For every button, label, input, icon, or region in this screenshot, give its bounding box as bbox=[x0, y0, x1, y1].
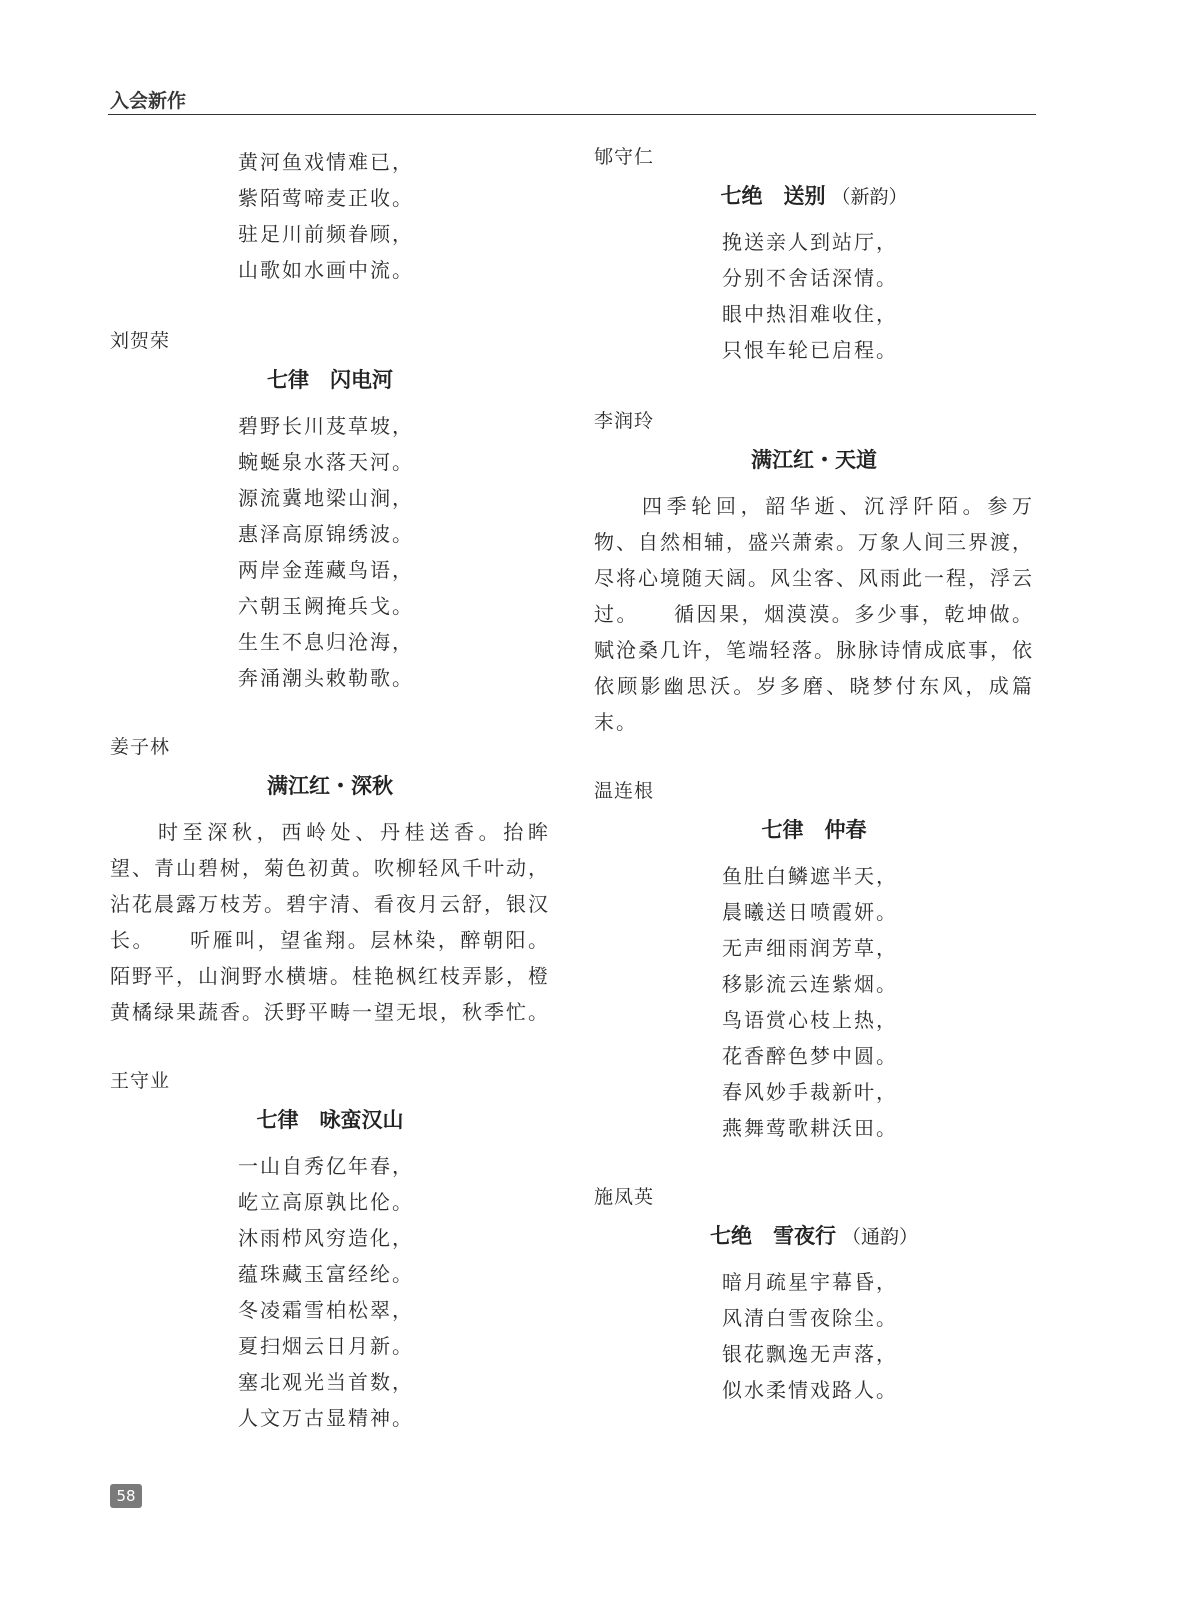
poem-line: 奔涌潮头敕勒歌。 bbox=[238, 666, 414, 690]
rhyme-note: （新韵） bbox=[831, 186, 908, 208]
page-header bbox=[108, 84, 1036, 115]
poem-line: 风清白雪夜除尘。 bbox=[722, 1306, 898, 1330]
poem-body bbox=[594, 858, 1034, 1146]
poem-line: 蕴珠藏玉富经纶。 bbox=[238, 1262, 414, 1286]
continued-poem bbox=[110, 144, 550, 288]
poem-line: 两岸金莲藏鸟语， bbox=[238, 558, 414, 582]
right-column bbox=[594, 140, 1034, 1408]
author-name: 李润玲 bbox=[594, 410, 655, 432]
poem-line: 生生不息归沧海， bbox=[238, 630, 414, 654]
poem-title-text: 七律 闪电河 bbox=[267, 368, 393, 392]
poem-line: 眼中热泪难收住， bbox=[722, 302, 898, 326]
page-number: 58 bbox=[110, 1484, 142, 1508]
poem-line: 六朝玉阙掩兵戈。 bbox=[238, 594, 414, 618]
poem-line: 屹立高原孰比伦。 bbox=[238, 1190, 414, 1214]
poem-wangshouye bbox=[110, 1064, 550, 1436]
poem-line: 蜿蜒泉水落天河。 bbox=[238, 450, 414, 474]
poem-title bbox=[110, 764, 550, 808]
poem-line: 紫陌莺啼麦正收。 bbox=[238, 186, 414, 210]
poem-title-text: 满江红・天道 bbox=[751, 448, 877, 472]
poem-line: 山歌如水画中流。 bbox=[238, 258, 414, 282]
poem-line: 春风妙手裁新叶， bbox=[722, 1080, 898, 1104]
poem-line: 鱼肚白鳞遮半天， bbox=[722, 864, 898, 888]
poem-title bbox=[594, 174, 1034, 218]
poem-line: 晨曦送日喷霞妍。 bbox=[722, 900, 898, 924]
poem-line: 驻足川前频眷顾， bbox=[238, 222, 414, 246]
left-column bbox=[110, 140, 550, 1436]
poem-line: 无声细雨润芳草， bbox=[722, 936, 898, 960]
poem-body bbox=[594, 224, 1034, 368]
author-name: 郇守仁 bbox=[594, 146, 655, 168]
poem-line: 挽送亲人到站厅， bbox=[722, 230, 898, 254]
section-title: 入会新作 bbox=[110, 90, 187, 112]
poem-line: 鸟语赏心枝上热， bbox=[722, 1008, 898, 1032]
poem-line: 沐雨栉风穷造化， bbox=[238, 1226, 414, 1250]
poem-line: 塞北观光当首数， bbox=[238, 1370, 414, 1394]
poem-line: 暗月疏星宇幕昏， bbox=[722, 1270, 898, 1294]
poem-title bbox=[594, 438, 1034, 482]
poem-line: 源流冀地梁山涧， bbox=[238, 486, 414, 510]
poem-title-text: 满江红・深秋 bbox=[267, 774, 393, 798]
poem-title bbox=[594, 808, 1034, 852]
poem-line: 似水柔情戏路人。 bbox=[722, 1378, 898, 1402]
ci-body: 时至深秋，西岭处、丹桂送香。抬眸望、青山碧树，菊色初黄。吹柳轻风千叶动，沾花晨露万枝芳。碧宇清、看夜月云舒，银汉长。 听雁叫，望雀翔。层林染，醉朝阳。陌野平，山涧野水横塘。桂艳枫红枝弄影，橙黄橘绿果蔬香。沃野平畴一望无垠，秋季忙。 bbox=[110, 820, 550, 1024]
poem-wenliangen bbox=[594, 774, 1034, 1146]
poem-title bbox=[594, 1214, 1034, 1258]
poem-line: 惠泽高原锦绣波。 bbox=[238, 522, 414, 546]
author-name: 王守业 bbox=[110, 1070, 171, 1092]
poem-title-text: 七绝 雪夜行 bbox=[709, 1224, 836, 1248]
poem-body bbox=[110, 408, 550, 696]
poem-line: 只恨车轮已启程。 bbox=[722, 338, 898, 362]
poem-lirunling bbox=[594, 404, 1034, 740]
poem-title-text: 七绝 送别 bbox=[720, 184, 826, 208]
poem-liuherong bbox=[110, 324, 550, 696]
author-name: 温连根 bbox=[594, 780, 655, 802]
poem-line: 银花飘逸无声落， bbox=[722, 1342, 898, 1366]
poem-title bbox=[110, 1098, 550, 1142]
author-name: 刘贺荣 bbox=[110, 330, 171, 352]
poem-line: 冬凌霜雪柏松翠， bbox=[238, 1298, 414, 1322]
poem-title-text: 七律 咏蛮汉山 bbox=[256, 1108, 404, 1132]
poem-line: 夏扫烟云日月新。 bbox=[238, 1334, 414, 1358]
poem-title-text: 七律 仲春 bbox=[761, 818, 867, 842]
poem-body bbox=[594, 1264, 1034, 1408]
poem-title bbox=[110, 358, 550, 402]
poem-line: 燕舞莺歌耕沃田。 bbox=[722, 1116, 898, 1140]
poem-jiangzilin bbox=[110, 730, 550, 1030]
poem-xunshouren bbox=[594, 140, 1034, 368]
rhyme-note: （通韵） bbox=[841, 1226, 918, 1248]
author-name: 姜子林 bbox=[110, 736, 171, 758]
poem-line: 移影流云连紫烟。 bbox=[722, 972, 898, 996]
author-name: 施凤英 bbox=[594, 1186, 655, 1208]
poem-line: 碧野长川芨草坡， bbox=[238, 414, 414, 438]
poem-line: 一山自秀亿年春， bbox=[238, 1154, 414, 1178]
poem-shifengying bbox=[594, 1180, 1034, 1408]
poem-body bbox=[110, 1148, 550, 1436]
poem-line: 黄河鱼戏情难已， bbox=[238, 150, 414, 174]
ci-body: 四季轮回，韶华逝、沉浮阡陌。参万物、自然相辅，盛兴萧索。万象人间三界渡，尽将心境随天阔。风尘客、风雨此一程，浮云过。 循因果，烟漠漠。多少事，乾坤做。赋沧桑几许，笔端轻落。脉脉诗情成底事，依依顾影幽思沃。岁多磨、晓梦付东风，成篇末。 bbox=[594, 494, 1034, 734]
poem-line: 花香醉色梦中圆。 bbox=[722, 1044, 898, 1068]
poem-line: 人文万古显精神。 bbox=[238, 1406, 414, 1430]
poem-line: 分别不舍话深情。 bbox=[722, 266, 898, 290]
